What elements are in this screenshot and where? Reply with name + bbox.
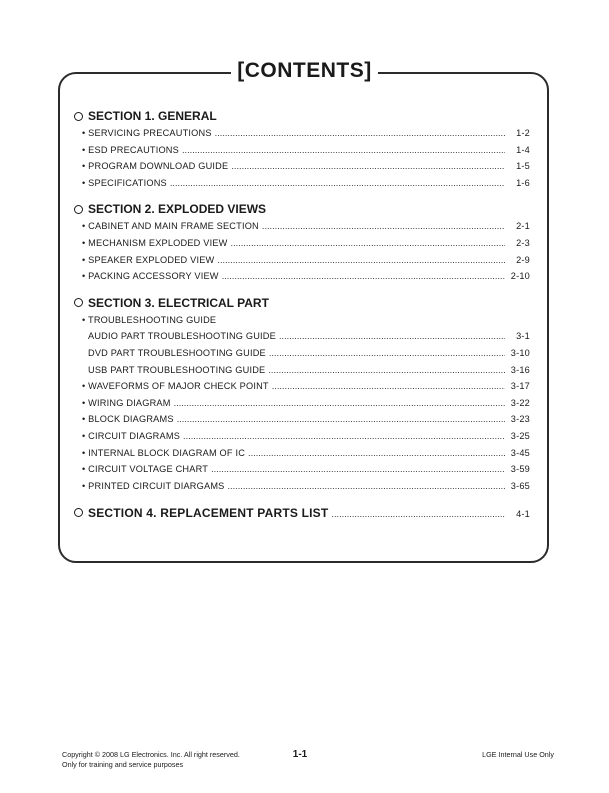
dot-leader	[272, 378, 505, 395]
toc-entry[interactable]	[74, 125, 530, 142]
circle-bullet-icon	[74, 205, 83, 214]
toc-entry[interactable]	[74, 142, 530, 159]
section-electrical-part	[74, 295, 530, 495]
toc-entry[interactable]	[74, 445, 530, 462]
dot-leader	[248, 445, 505, 462]
toc-entry[interactable]	[74, 411, 530, 428]
entry-label: • WIRING DIAGRAM	[82, 397, 171, 408]
section-title: SECTION 4. REPLACEMENT PARTS LIST	[88, 506, 329, 521]
entry-label: • WAVEFORMS OF MAJOR CHECK POINT	[82, 381, 269, 392]
entry-page: 3-65	[510, 480, 530, 491]
dot-leader	[215, 125, 505, 142]
toc-entry[interactable]	[74, 345, 530, 362]
entry-page: 3-22	[510, 397, 530, 408]
circle-bullet-icon	[74, 508, 83, 517]
section-heading	[74, 295, 530, 311]
dot-leader	[279, 328, 505, 345]
entry-label: • CIRCUIT DIAGRAMS	[82, 430, 181, 441]
toc-entry[interactable]	[74, 175, 530, 192]
entry-label: • SPECIFICATIONS	[82, 177, 167, 188]
entry-page: 1-2	[516, 128, 530, 138]
entry-page: 1-4	[516, 144, 530, 155]
dot-leader	[211, 461, 505, 478]
section-general	[74, 108, 530, 191]
dot-leader	[217, 252, 505, 269]
entry-page: 3-45	[510, 447, 530, 458]
section-title: SECTION 2. EXPLODED VIEWS	[88, 202, 267, 217]
internal-use-label: LGE Internal Use Only	[482, 750, 554, 759]
dot-leader	[228, 478, 506, 495]
entry-page: 3-16	[510, 364, 530, 375]
toc-entry[interactable]	[74, 504, 530, 522]
toc-entry[interactable]	[74, 461, 530, 478]
dot-leader	[231, 235, 505, 252]
subheading-label: • TROUBLESHOOTING GUIDE	[82, 314, 217, 325]
entry-label: • PRINTED CIRCUIT DIARGAMS	[82, 480, 225, 491]
entry-label: • CABINET AND MAIN FRAME SECTION	[82, 221, 259, 232]
toc-entry[interactable]	[74, 252, 530, 269]
dot-leader	[269, 345, 505, 362]
toc-entry[interactable]	[74, 395, 530, 412]
entry-label: USB PART TROUBLESHOOTING GUIDE	[88, 364, 266, 375]
entry-page: 1-6	[516, 177, 530, 188]
dot-leader	[177, 411, 505, 428]
section-heading	[74, 201, 530, 217]
section-title: SECTION 1. GENERAL	[88, 109, 217, 123]
toc-entry[interactable]	[74, 362, 530, 379]
toc-entry[interactable]	[74, 235, 530, 252]
copyright-text: Copyright © 2008 LG Electronics. Inc. All right reserved.	[62, 750, 240, 759]
circle-bullet-icon	[74, 112, 83, 121]
entry-page: 2-1	[516, 221, 530, 232]
entry-label: • PROGRAM DOWNLOAD GUIDE	[82, 161, 229, 172]
entry-page: 3-17	[510, 381, 530, 392]
toc-entry[interactable]	[74, 328, 530, 345]
toc-entry[interactable]	[74, 268, 530, 285]
dot-leader	[268, 362, 505, 379]
circle-bullet-icon	[74, 298, 83, 307]
entry-label: • MECHANISM EXPLODED VIEW	[82, 237, 228, 248]
toc-entry[interactable]	[74, 428, 530, 445]
entry-page: 2-3	[516, 237, 530, 248]
entry-label: • ESD PRECAUTIONS	[82, 144, 179, 155]
usage-note: Only for training and service purposes	[62, 760, 184, 769]
entry-label: • SPEAKER EXPLODED VIEW	[82, 254, 215, 265]
entry-page: 2-10	[510, 271, 530, 282]
section-replacement-parts	[74, 504, 530, 522]
toc-entry[interactable]	[74, 218, 530, 235]
page-number: 1-1	[292, 749, 308, 760]
entry-label: • PACKING ACCESSORY VIEW	[82, 271, 219, 282]
entry-page: 3-59	[510, 464, 530, 475]
entry-page: 3-25	[510, 430, 530, 441]
entry-page: 3-1	[516, 331, 530, 342]
toc-entry[interactable]	[74, 158, 530, 175]
section-exploded-views	[74, 201, 530, 284]
section-title: SECTION 3. ELECTRICAL PART	[88, 295, 269, 310]
entry-label: • BLOCK DIAGRAMS	[82, 414, 174, 425]
dot-leader	[182, 142, 505, 159]
entry-page: 2-9	[516, 254, 530, 265]
entry-page: 4-1	[516, 509, 530, 520]
title-wrap	[0, 58, 609, 84]
entry-label: • SERVICING PRECAUTIONS	[82, 128, 212, 138]
table-of-contents	[74, 108, 530, 532]
dot-leader	[262, 218, 505, 235]
entry-label: DVD PART TROUBLESHOOTING GUIDE	[88, 347, 266, 358]
toc-entry[interactable]	[74, 378, 530, 395]
dot-leader	[222, 268, 505, 285]
dot-leader	[174, 395, 505, 412]
page-title: [CONTENTS]	[231, 58, 378, 84]
entry-page: 3-23	[510, 414, 530, 425]
entry-label: • CIRCUIT VOLTAGE CHART	[82, 464, 209, 475]
entry-label: • INTERNAL BLOCK DIAGRAM OF IC	[82, 447, 246, 458]
section-heading	[74, 108, 530, 124]
toc-subheading	[74, 312, 530, 329]
dot-leader	[170, 175, 505, 192]
entry-page: 1-5	[516, 161, 530, 172]
entry-page: 3-10	[510, 347, 530, 358]
dot-leader	[183, 428, 505, 445]
dot-leader	[331, 505, 505, 523]
toc-entry[interactable]	[74, 478, 530, 495]
dot-leader	[231, 158, 505, 175]
entry-label: AUDIO PART TROUBLESHOOTING GUIDE	[88, 331, 276, 342]
